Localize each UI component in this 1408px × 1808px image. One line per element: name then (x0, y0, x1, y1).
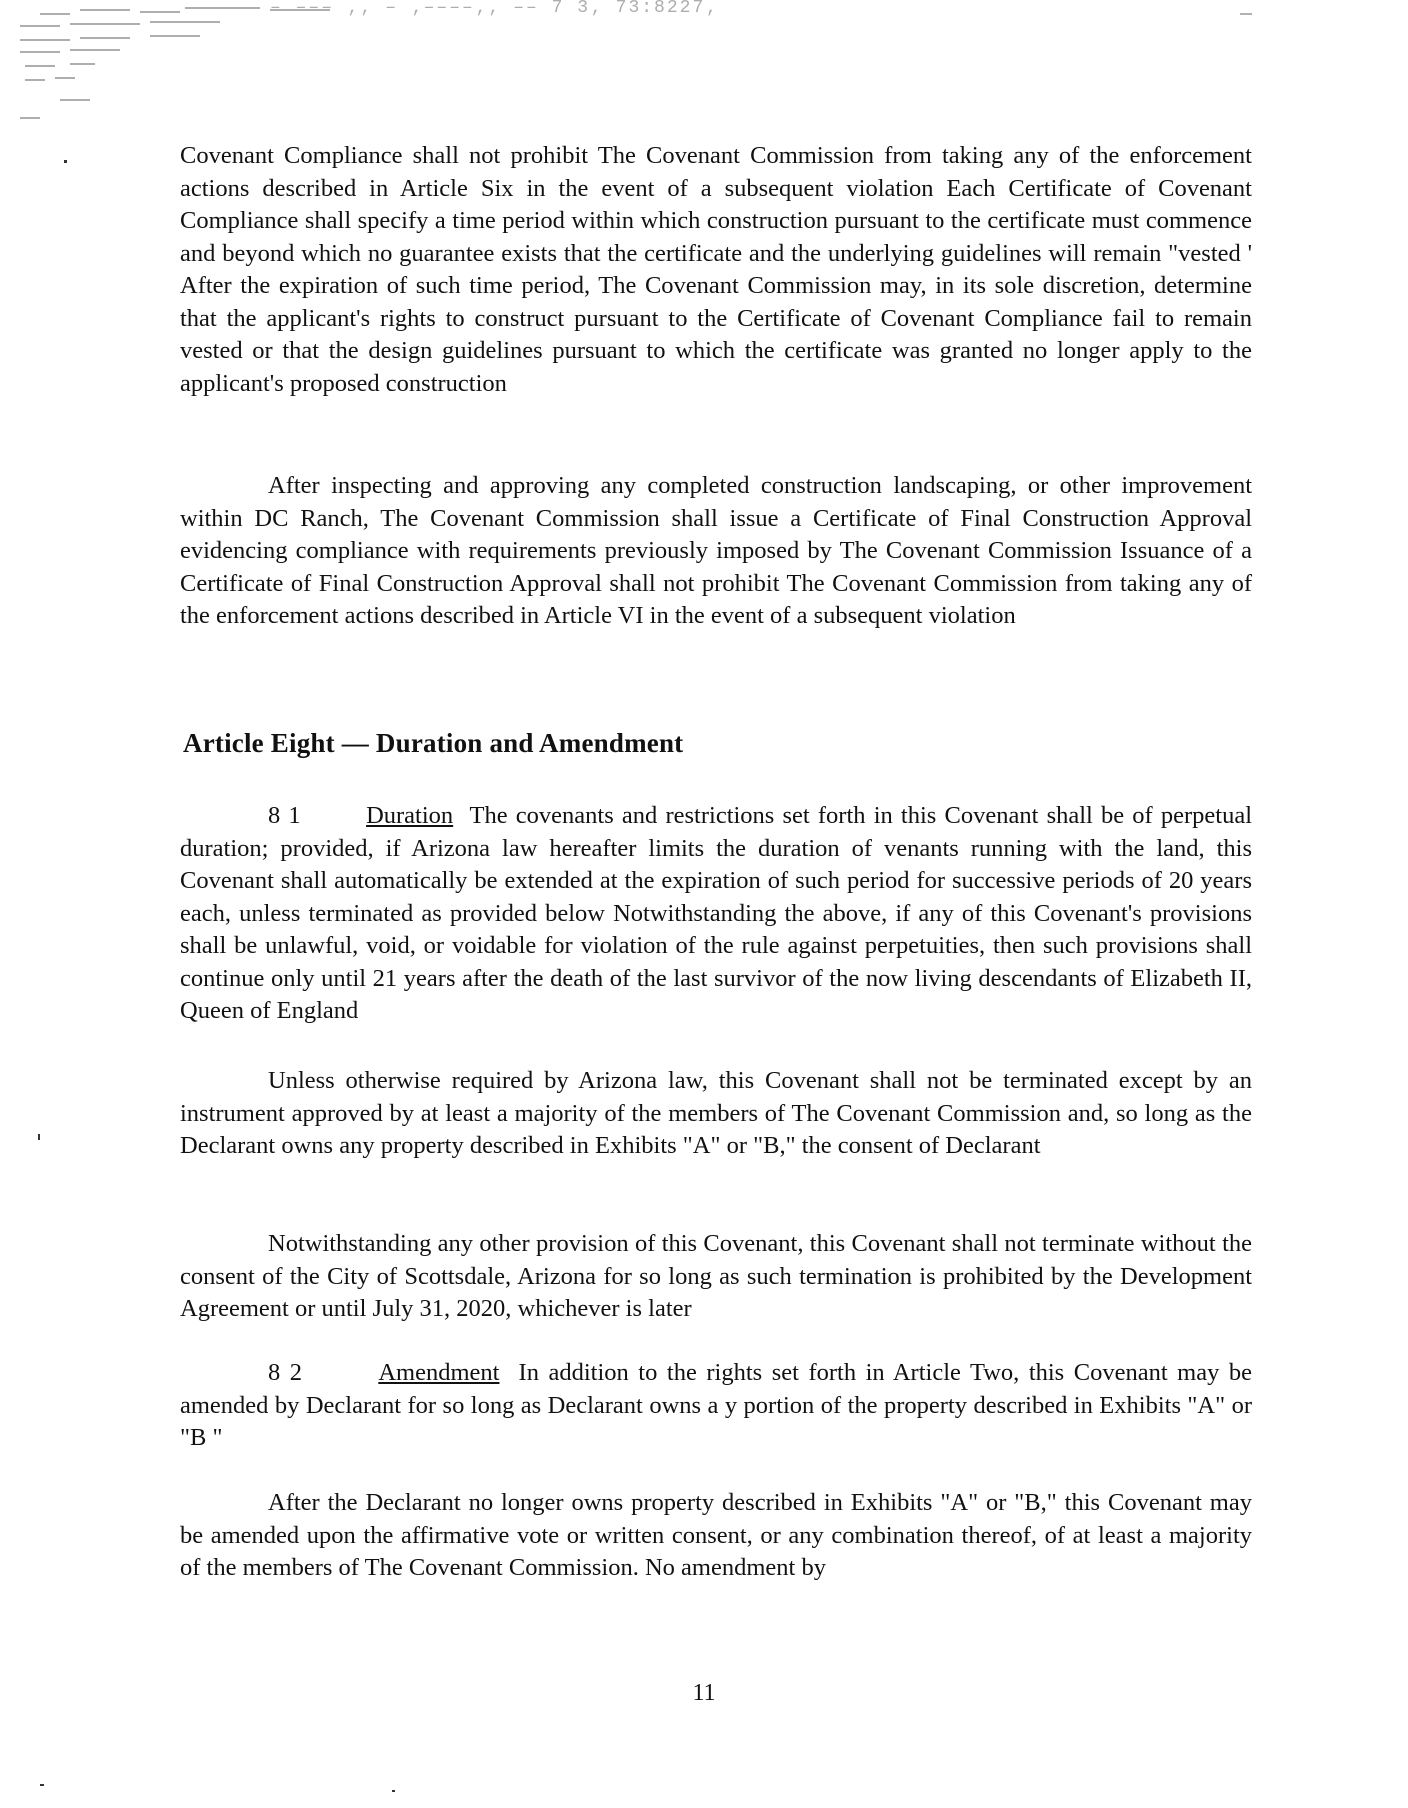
header-noise-text: ‒ ‒‒‒ ‚‚ ‒ ‚‒‒‒‒‚‚ ‒‒ 7 3‚ 73:8227‚ (270, 0, 719, 18)
section-8-1-paragraph (180, 800, 1252, 1028)
margin-dot (392, 1790, 395, 1792)
section-text: The covenants and restrictions set forth in this Covenant shall be of perpetual duration; provided, if Arizona law hereafter limits the duration of venants running with the land, this Covenant shall automatically be extended at the expiration of such period for successive periods of 20 years each, unless terminated as provided below Notwithstanding the above, if any of this Covenant's provisions shall be unlawful, void, or voidable for violation of the rule against perpetuities, then such provisions shall continue only until 21 years after the death of the last survivor of the now living descendants of Elizabeth II, Queen of England (180, 802, 1253, 1024)
body-paragraph-7: After the Declarant no longer owns property described in Exhibits "A" or "B," this Covenant may be amended upon the affirmative vote or written consent, or any combination thereof, of at least a majority of the members of The Covenant Commission. No amendment by (180, 1489, 1252, 1581)
margin-dot (64, 160, 67, 163)
margin-dot (40, 1784, 44, 1786)
section-8-2-paragraph (180, 1357, 1252, 1455)
margin-dot (38, 1134, 40, 1140)
body-paragraph-4: Unless otherwise required by Arizona law, this Covenant shall not be terminated except by an instrument approved by at least a majority of the members of The Covenant Commission and, so long as the Declarant owns any property described in Exhibits "A" or "B," the consent of Declarant (180, 1067, 1252, 1159)
section-text: In addition to the rights set forth in Article Two, this Covenant may be amended by Declarant for so long as Declarant owns a y portion of the property described in Exhibits "A" or "B " (180, 1359, 1253, 1451)
article-heading: Article Eight — Duration and Amendment (183, 728, 684, 758)
page-number: 11 (692, 1680, 716, 1706)
section-title: Duration (366, 802, 454, 829)
body-paragraph-1: Covenant Compliance shall not prohibit The Covenant Commission from taking any of the enforcement actions described in Article Six in the event of a subsequent violation Each Certificate of Covenant Compliance shall specify a time period within which construction pursuant to the certificate must commence and beyond which no guarantee exists that the certificate and the underlying guidelines will remain "vested ' After the expiration of such time period, The Covenant Commission may, in its sole discretion, determine that the applicant's rights to construct pursuant to the Certificate of Covenant Compliance fail to remain vested or that the design guidelines pursuant to which the certificate was granted no longer apply to the applicant's proposed construction (180, 142, 1252, 397)
section-number: 8 1 (268, 802, 301, 829)
scan-noise-graphic (0, 0, 1408, 140)
body-paragraph-5: Notwithstanding any other provision of this Covenant, this Covenant shall not terminate without the consent of the City of Scottsdale, Arizona for so long as such termination is prohibited by the Development Agreement or until July 31, 2020, whichever is later (180, 1230, 1252, 1322)
body-paragraph-2: After inspecting and approving any completed construction landscaping, or other improvement within DC Ranch, The Covenant Commission shall issue a Certificate of Final Construction Approval evidencing compliance with requirements previously imposed by The Covenant Commission Issuance of a Certificate of Final Construction Approval shall not prohibit The Covenant Commission from taking any of the enforcement actions described in Article VI in the event of a subsequent violation (180, 472, 1252, 629)
section-number: 8 2 (268, 1359, 303, 1386)
section-title: Amendment (378, 1359, 500, 1386)
